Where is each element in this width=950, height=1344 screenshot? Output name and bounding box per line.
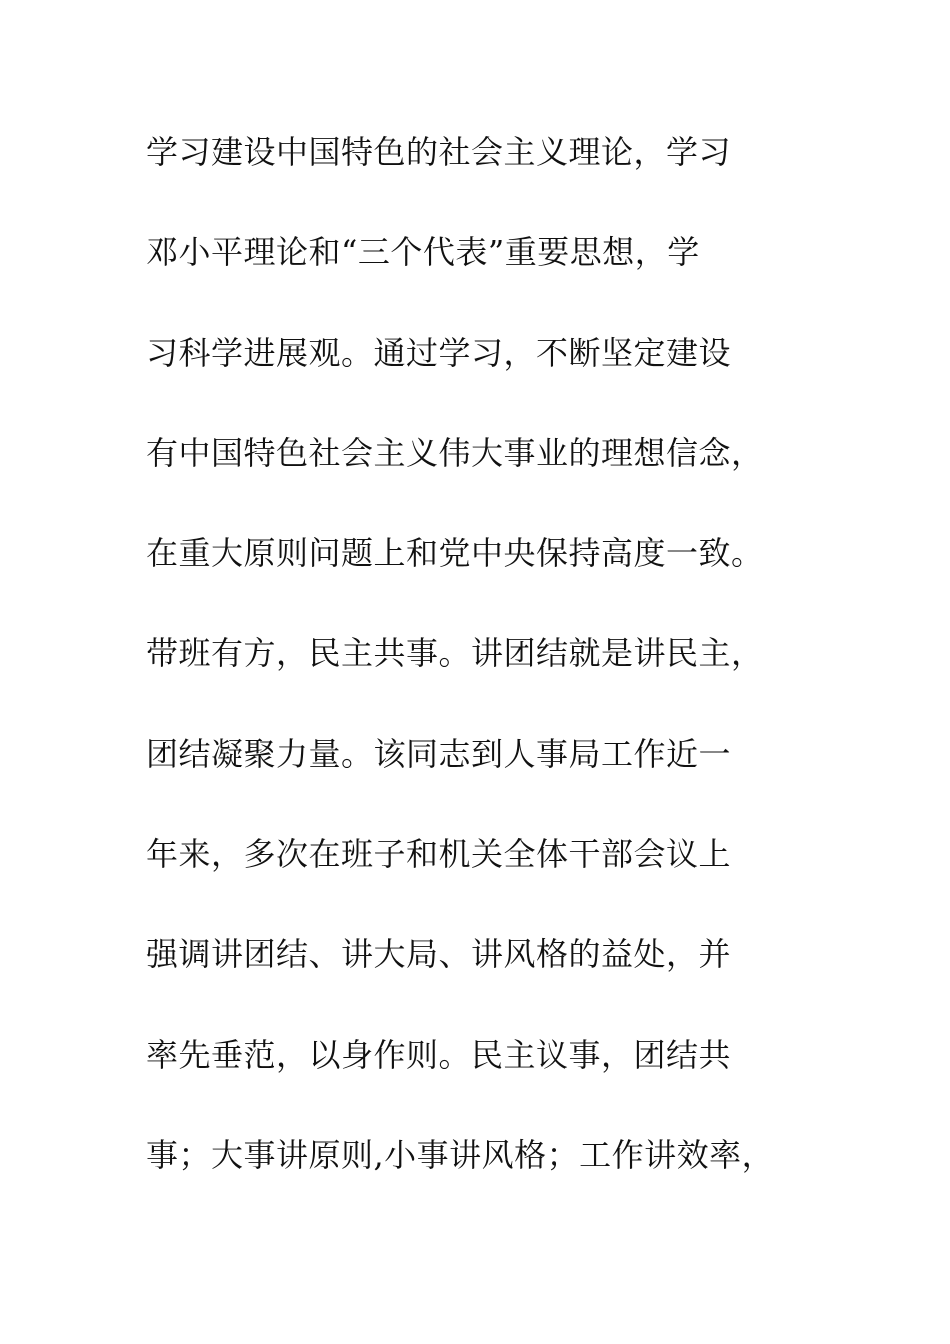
text-line-2: 邓小平理论和“三个代表”重要思想，学 (146, 233, 700, 272)
body-text (146, 126, 826, 1229)
text-line-9: 强调讲团结、讲大局、讲风格的益处，并 (146, 935, 732, 974)
text-line-4: 有中国特色社会主义伟大事业的理想信念， (146, 433, 764, 472)
text-line-10: 率先垂范，以身作则。民主议事，团结共 (146, 1035, 732, 1074)
text-line-5: 在重大原则问题上和党中央保持高度一致。 (146, 534, 764, 573)
text-line-3: 习科学进展观。通过学习，不断坚定建设 (146, 333, 732, 372)
text-line-6: 带班有方，民主共事。讲团结就是讲民主， (146, 634, 764, 673)
text-line-1: 学习建设中国特色的社会主义理论，学习 (146, 133, 732, 171)
text-line-11: 事；大事讲原则,小事讲风格；工作讲效率， (146, 1135, 775, 1174)
text-line-7: 团结凝聚力量。该同志到人事局工作近一 (146, 734, 732, 773)
text-line-8: 年来，多次在班子和机关全体干部会议上 (146, 835, 732, 874)
